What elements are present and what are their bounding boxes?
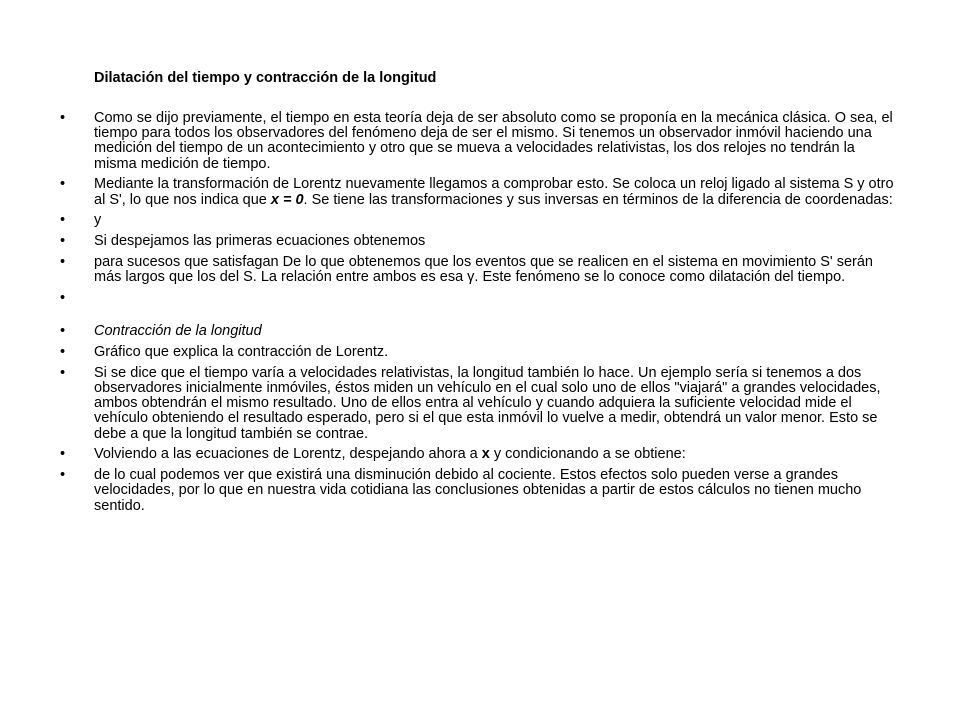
list-item	[60, 213, 900, 228]
bullet-text: Si se dice que el tiempo varía a velocidades relativistas, la longitud también lo hace. Un ejemplo sería si tenemos a dos observadores inicialmente inmóviles, éstos miden un vehículo en el cual solo uno de ellos "viajará" a grandes velocidades, ambos obtendrán el mismo resultado. Uno de ellos entra al vehículo y cuando adquiera la suficiente velocidad mide el vehículo obteniendo el resultado esperado, pero si el que esta inmóvil lo vuelve a medir, obtendrá un valor menor. Esto se debe a que la longitud también se contrae.	[94, 364, 881, 442]
bullet-dot: •	[60, 323, 66, 340]
list-item	[60, 177, 900, 207]
bullet-dot: •	[60, 233, 66, 250]
bullet-dot: •	[60, 343, 66, 360]
bullet-text	[94, 447, 900, 462]
list-item	[60, 468, 900, 514]
bullet-text-part: y condicionando a se obtiene:	[489, 446, 686, 463]
list-item	[60, 234, 900, 249]
bullet-text	[94, 177, 900, 207]
bullet-text-emphasis: x = 0	[270, 191, 304, 208]
slide-title: Dilatación del tiempo y contracción de la longitud	[94, 70, 437, 86]
list-item	[60, 366, 900, 442]
bullet-text: Gráfico que explica la contracción de Lorentz.	[94, 343, 389, 360]
list-item	[60, 447, 900, 462]
list-item	[60, 111, 900, 172]
bullet-text-part: Mediante la transformación de Lorentz nuevamente llegamos a comprobar esto. Se coloca un reloj ligado al sistema S y otro al S', lo que nos indica que	[94, 176, 894, 208]
bullet-text: Contracción de la longitud	[94, 323, 262, 340]
bullet-text	[94, 291, 900, 306]
list-item	[60, 255, 900, 285]
bullet-dot: •	[60, 446, 66, 463]
bullet-dot: •	[60, 467, 66, 484]
bullet-text: de lo cual podemos ver que existirá una disminución debido al cociente. Estos efectos solo pueden verse a grandes velocidades, por lo que en nuestra vida cotidiana las conclusiones obtenidas a partir de estos cálculos no tienen mucho sentido.	[94, 467, 862, 514]
bullet-list	[60, 111, 900, 519]
bullet-text: y	[94, 212, 102, 229]
bullet-dot: •	[60, 364, 66, 381]
bullet-text-part: Volviendo a las ecuaciones de Lorentz, despejando ahora a	[94, 446, 482, 463]
bullet-dot: •	[60, 254, 66, 270]
bullet-text: Si despejamos las primeras ecuaciones obtenemos	[94, 233, 426, 250]
list-item	[60, 345, 900, 360]
bullet-dot: •	[60, 110, 66, 126]
bullet-dot: •	[60, 290, 66, 306]
bullet-text: Como se dijo previamente, el tiempo en esta teoría deja de ser absoluto como se proponía en la mecánica clásica. O sea, el tiempo para todos los observadores del fenómeno deja de ser el mismo. Si tenemos un observador inmóvil haciendo una medición del tiempo de un acontecimiento y otro que se mueva a velocidades relativistas, los dos relojes no tendrán la misma medición de tiempo.	[94, 110, 893, 172]
bullet-text: para sucesos que satisfagan De lo que obtenemos que los eventos que se realicen en el sistema en movimiento S' serán más largos que los del S. La relación entre ambos es esa γ. Este fenómeno se lo conoce como dilatación del tiempo.	[94, 254, 873, 286]
bullet-dot: •	[60, 212, 66, 229]
list-item	[60, 291, 900, 306]
bullet-text-emphasis: x	[481, 446, 490, 463]
list-item	[60, 324, 900, 339]
bullet-text-part: . Se tiene las transformaciones y sus inversas en términos de la diferencia de coordenadas:	[303, 191, 893, 208]
bullet-dot: •	[60, 176, 66, 193]
